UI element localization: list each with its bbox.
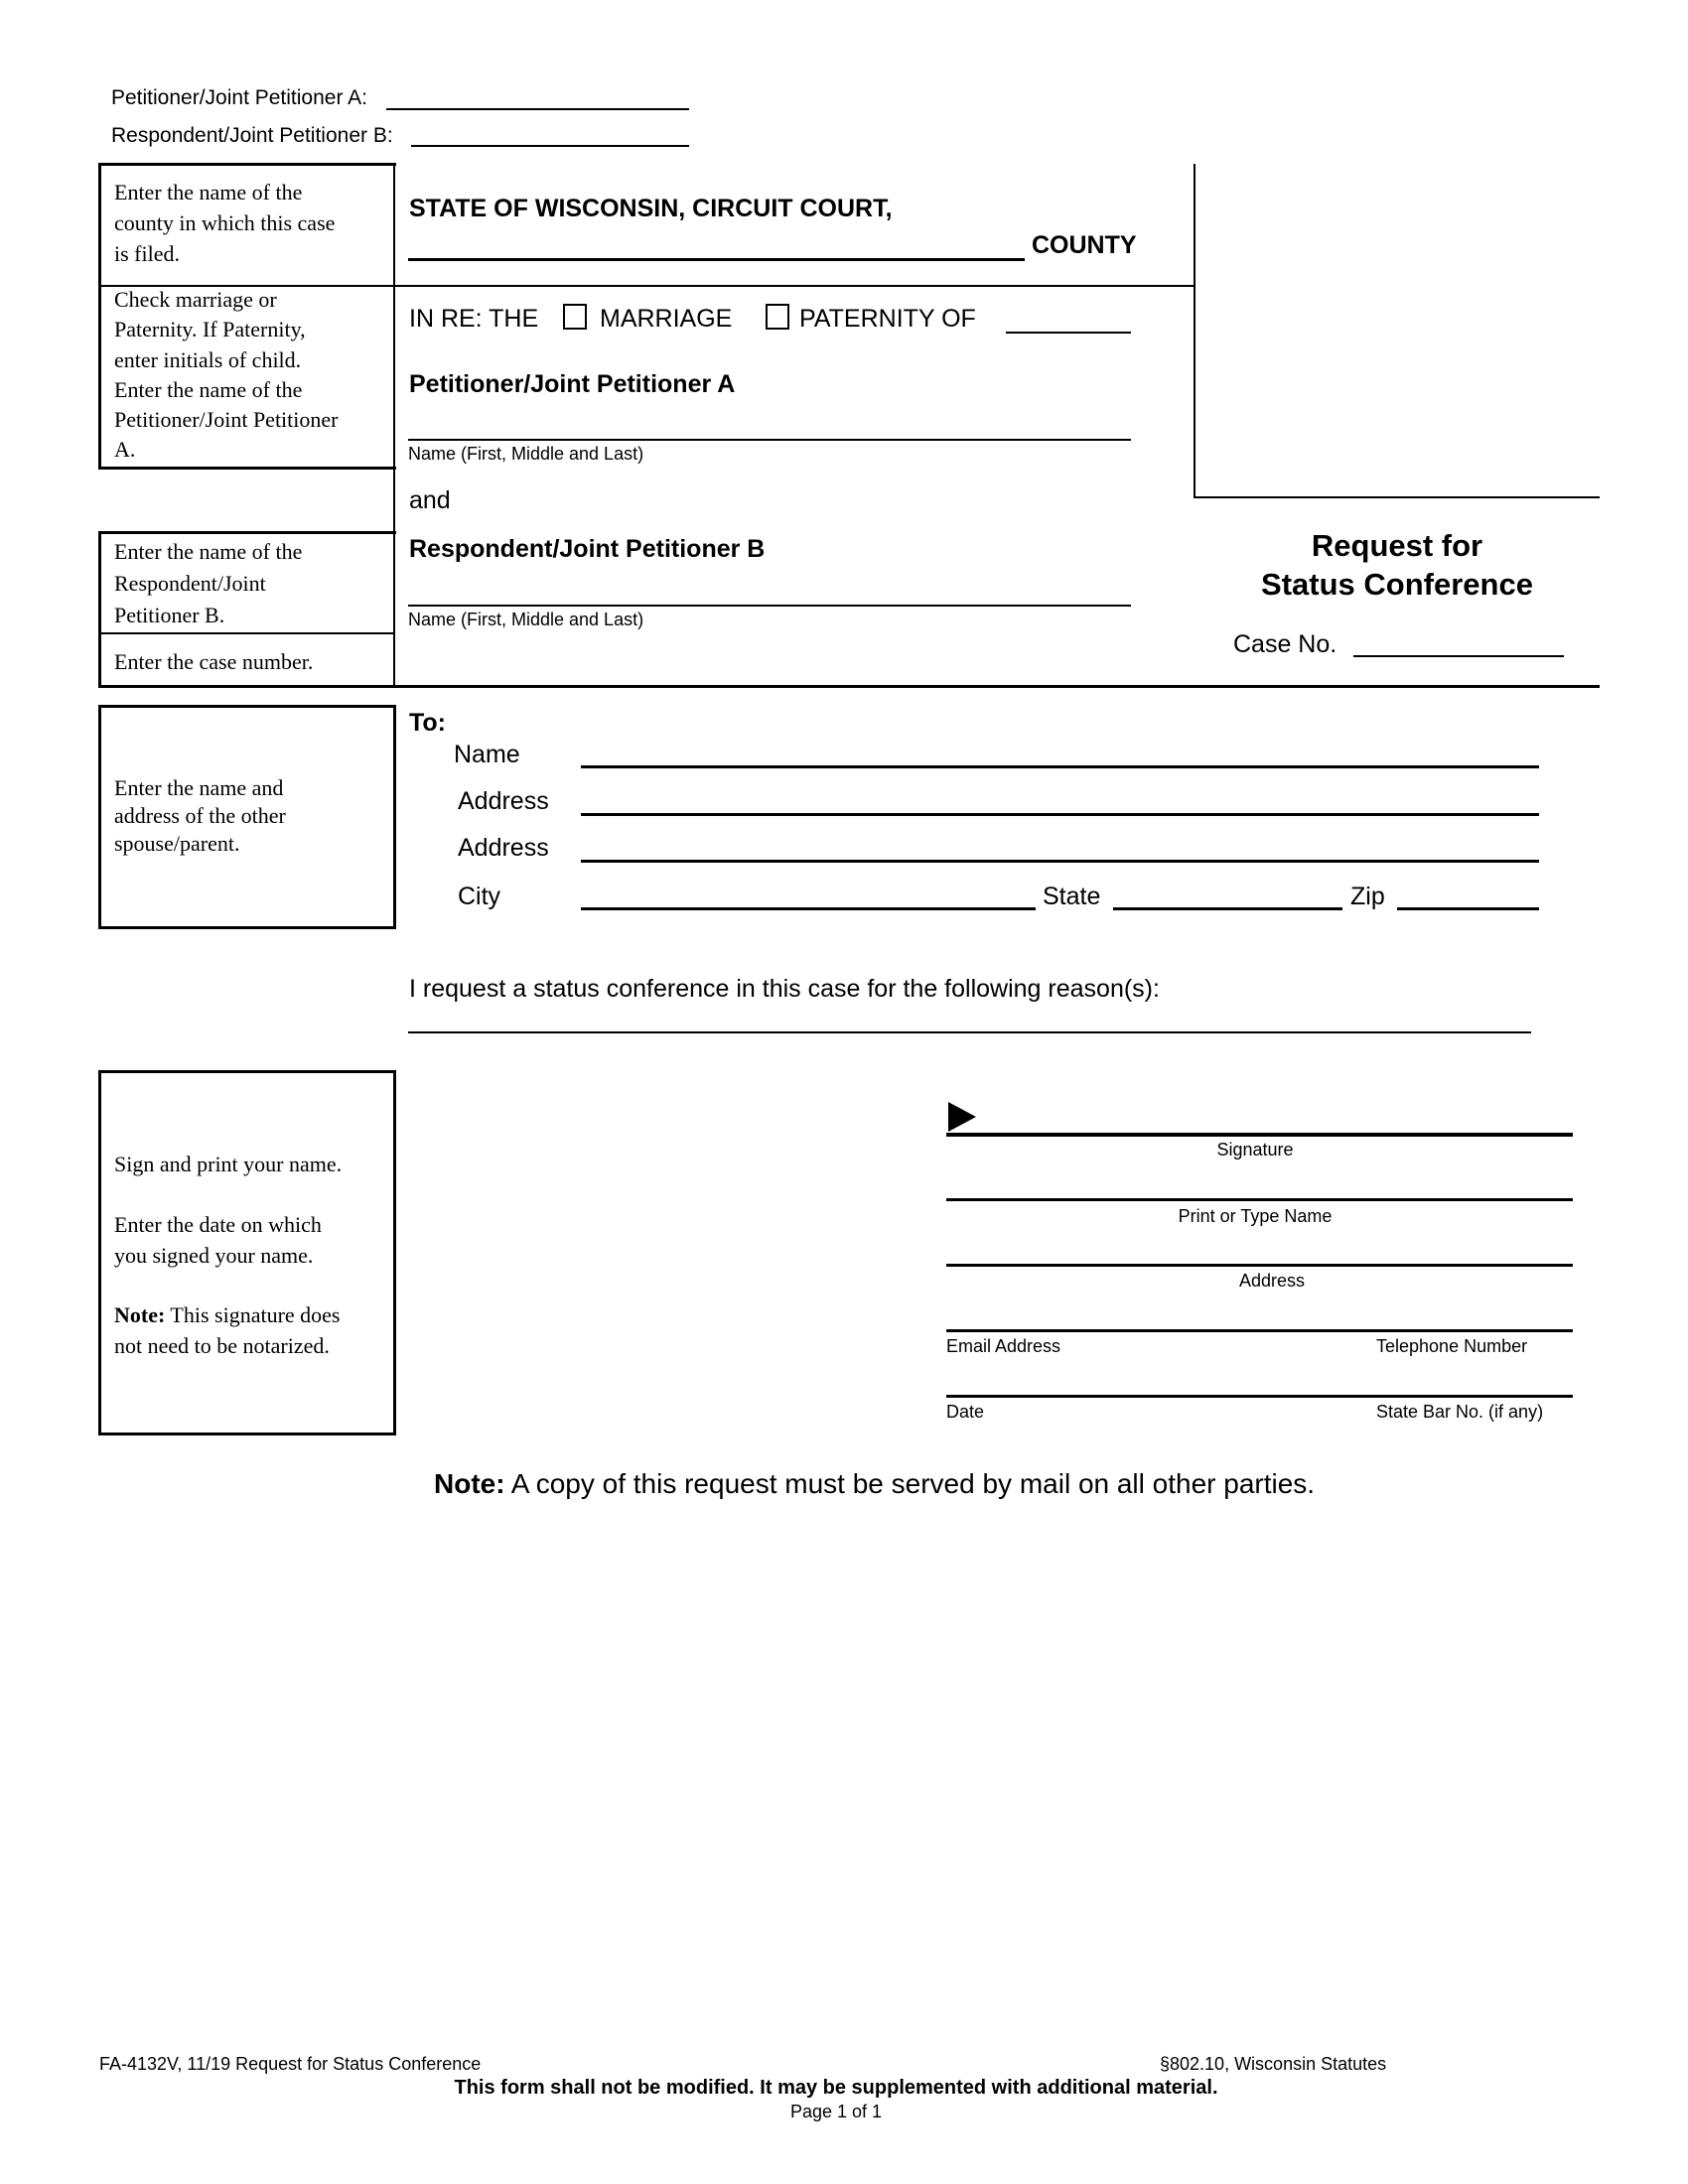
- form-title-line1: Request for: [1311, 528, 1483, 563]
- box-divider: [98, 632, 394, 634]
- to-state-field[interactable]: [1113, 907, 1342, 910]
- footer-notice: This form shall not be modified. It may be supplemented with additional material.: [454, 2077, 1218, 2099]
- instruction-line: address of the other: [114, 803, 286, 828]
- instruction-sign: Sign and print your name.: [114, 1152, 343, 1176]
- instruction-line: Enter the name of the: [114, 539, 303, 564]
- county-field[interactable]: [408, 258, 1025, 261]
- stamp-area-divider: [1194, 164, 1196, 498]
- instruction-line: Petitioner/Joint Petitioner: [114, 407, 339, 433]
- respondent-heading: Respondent/Joint Petitioner B: [409, 535, 766, 563]
- instruction-date: [114, 1209, 322, 1271]
- paternity-checkbox[interactable]: [766, 304, 789, 330]
- case-no-label: Case No.: [1233, 630, 1337, 658]
- telephone-caption: Telephone Number: [1376, 1336, 1528, 1356]
- service-note-text: A copy of this request must be served by mail on all other parties.: [504, 1468, 1316, 1499]
- respondent-header-field[interactable]: [411, 145, 689, 147]
- email-phone-field[interactable]: [946, 1329, 1573, 1332]
- petitioner-header-label: Petitioner/Joint Petitioner A:: [111, 86, 367, 109]
- footer-page-number: Page 1 of 1: [789, 2102, 883, 2121]
- petitioner-header-field[interactable]: [386, 108, 689, 110]
- to-zip-label: Zip: [1350, 883, 1385, 910]
- respondent-header-label: Respondent/Joint Petitioner B:: [111, 124, 393, 147]
- county-label: COUNTY: [1032, 231, 1137, 259]
- to-address1-label: Address: [458, 787, 549, 815]
- service-note: [434, 1467, 1315, 1501]
- date-caption: Date: [946, 1402, 985, 1422]
- address-field[interactable]: [946, 1264, 1573, 1267]
- instruction-line: enter initials of child.: [114, 346, 302, 372]
- note-bold: Note:: [114, 1302, 166, 1327]
- instruction-note: [114, 1299, 341, 1361]
- in-re-label: IN RE: THE: [409, 305, 539, 333]
- instruction-line: you signed your name.: [114, 1243, 314, 1268]
- to-city-field[interactable]: [581, 907, 1036, 910]
- instruction-line: spouse/parent.: [114, 831, 240, 856]
- instruction-line: Enter the name of the: [114, 180, 303, 205]
- marriage-checkbox[interactable]: [563, 304, 587, 330]
- signature-field[interactable]: [946, 1133, 1573, 1137]
- instruction-line: Paternity. If Paternity,: [114, 317, 306, 342]
- to-address2-label: Address: [458, 834, 549, 862]
- form-title-line2: Status Conference: [1261, 567, 1533, 602]
- to-zip-field[interactable]: [1397, 907, 1539, 910]
- instruction-line: Enter the date on which: [114, 1212, 322, 1237]
- to-label: To:: [409, 709, 447, 737]
- instruction-line: is filed.: [114, 241, 180, 266]
- email-caption: Email Address: [946, 1336, 1061, 1356]
- instruction-respondent: [114, 536, 302, 631]
- court-title: STATE OF WISCONSIN, CIRCUIT COURT,: [409, 195, 893, 222]
- stamp-area-bottom: [1194, 496, 1600, 498]
- print-name-caption: Print or Type Name: [1178, 1206, 1333, 1226]
- instruction-line: Check marriage or: [114, 287, 277, 312]
- instruction-county: [114, 177, 335, 269]
- instruction-line: Respondent/Joint: [114, 571, 266, 596]
- to-address1-field[interactable]: [581, 813, 1539, 816]
- case-no-field[interactable]: [1353, 655, 1564, 657]
- reason-field[interactable]: [408, 1031, 1531, 1033]
- instruction-line: This signature does: [165, 1302, 341, 1327]
- to-city-label: City: [458, 883, 501, 910]
- to-name-label: Name: [454, 741, 520, 768]
- date-bar-field[interactable]: [946, 1395, 1573, 1398]
- to-state-label: State: [1043, 883, 1101, 910]
- instruction-to: [114, 774, 286, 858]
- instruction-line: A.: [114, 437, 136, 463]
- instruction-line: Enter the name and: [114, 775, 284, 800]
- footer-form-id: FA-4132V, 11/19 Request for Status Conference: [99, 2054, 482, 2074]
- footer-statute: §802.10, Wisconsin Statutes: [1160, 2054, 1387, 2074]
- and-label: and: [409, 486, 451, 514]
- instruction-line: county in which this case: [114, 210, 336, 235]
- instruction-line: Petitioner B.: [114, 603, 225, 627]
- instruction-line: Enter the name of the: [114, 376, 303, 402]
- paternity-label: PATERNITY OF: [799, 305, 976, 333]
- instruction-case-number: Enter the case number.: [114, 649, 314, 674]
- marriage-label: MARRIAGE: [600, 305, 733, 333]
- bar-no-caption: State Bar No. (if any): [1376, 1402, 1544, 1422]
- request-text: I request a status conference in this case for the following reason(s):: [409, 975, 1160, 1003]
- petitioner-name-caption: Name (First, Middle and Last): [408, 444, 644, 464]
- petitioner-heading: Petitioner/Joint Petitioner A: [409, 370, 736, 398]
- petitioner-name-field[interactable]: [408, 439, 1131, 441]
- print-name-field[interactable]: [946, 1198, 1573, 1201]
- child-initials-field[interactable]: [1006, 332, 1131, 334]
- signature-caption: Signature: [1216, 1140, 1294, 1160]
- respondent-name-field[interactable]: [408, 605, 1131, 607]
- service-note-bold: Note:: [434, 1468, 505, 1499]
- to-address2-field[interactable]: [581, 860, 1539, 863]
- instruction-line: not need to be notarized.: [114, 1333, 330, 1358]
- address-caption: Address: [1238, 1271, 1306, 1291]
- instruction-petitioner: [114, 285, 338, 466]
- respondent-name-caption: Name (First, Middle and Last): [408, 610, 644, 629]
- to-name-field[interactable]: [581, 765, 1539, 768]
- sign-here-arrow-icon: [948, 1102, 976, 1132]
